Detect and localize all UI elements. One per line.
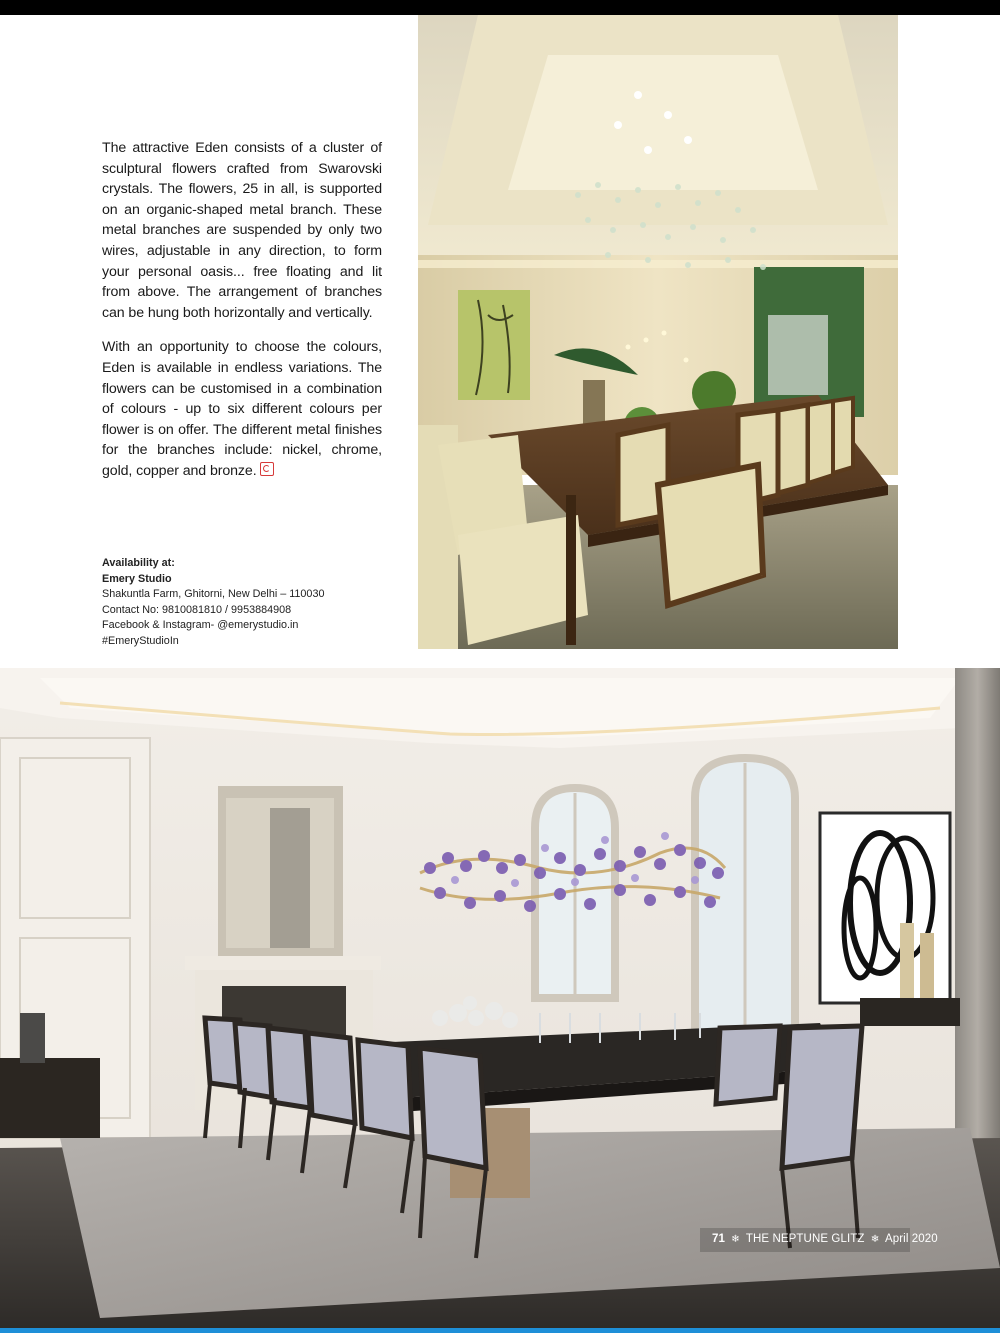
snowflake-icon: ❄	[731, 1234, 740, 1245]
dining-room-photo-bottom	[0, 668, 1000, 1328]
store-address: Shakuntla Farm, Ghitorni, New Delhi – 110030	[102, 588, 325, 601]
bottom-blue-bar	[0, 1328, 1000, 1333]
store-social: Facebook & Instagram- @emerystudio.in	[102, 619, 299, 632]
page-footer	[712, 1233, 938, 1245]
top-black-bar	[0, 0, 1000, 15]
page-number: 71	[712, 1233, 725, 1245]
availability-heading: Availability at:	[102, 557, 175, 569]
article-paragraph-1: The attractive Eden consists of a cluster of sculptural flowers crafted from Swarovski crystals. The flowers, 25 in all, is supported on an organic-shaped metal branch. These metal branches are suspended by only two wires, adjustable in any direction, to form your personal oasis... free floating and lit from above. The arrangement of branches can be hung both horizontally and vertically.	[102, 140, 382, 321]
dining-room-photo-top	[418, 15, 898, 649]
article-paragraph-2-text: With an opportunity to choose the colours, Eden is available in endless variations. The flowers can be customised in a combination of colours - up to six different colours per flower is on offer. The different metal finishes for the branches include: nickel, chrome, gold, copper and bronze.	[102, 339, 382, 479]
availability-block	[102, 556, 402, 650]
snowflake-icon: ❄	[870, 1234, 880, 1245]
magazine-name: THE NEPTUNE GLITZ	[745, 1233, 865, 1245]
magazine-logo-icon	[260, 462, 274, 476]
store-contact: Contact No: 9810081810 / 9953884908	[102, 603, 292, 616]
article-paragraph-2	[102, 337, 382, 481]
store-hashtag: #EmeryStudioIn	[102, 634, 179, 647]
article-body	[102, 138, 382, 496]
store-name: Emery Studio	[102, 572, 172, 585]
issue-date: April 2020	[884, 1233, 938, 1245]
